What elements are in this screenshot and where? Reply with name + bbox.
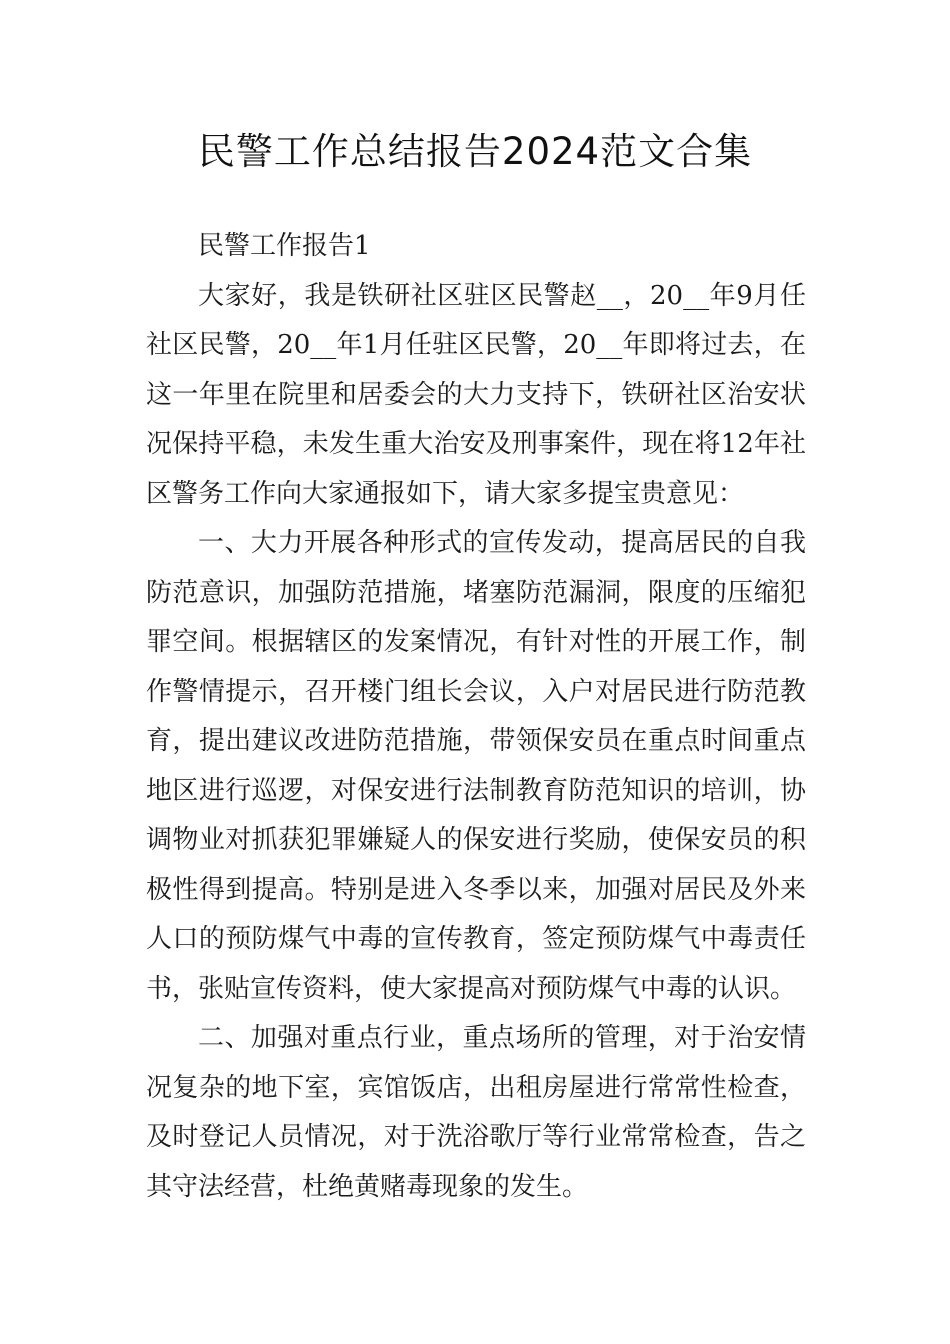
section-heading: 民警工作报告1 (198, 231, 371, 261)
document-title: 民警工作总结报告2024范文合集 (197, 130, 753, 173)
paragraph-item-1: 一、大力开展各种形式的宣传发动，提高居民的自我防范意识，加强防范措施，堵塞防范漏洞，限度的压缩犯罪空间。根据辖区的发案情况，有针对性的开展工作，制作警情提示，召开楼门组长会议，入户对居民进行防范教育，提出建议改进防范措施，带领保安员在重点时间重点地区进行巡逻，对保安进行法制教育防范知识的培训，协调物业对抓获犯罪嫌疑人的保安进行奖励，使保安员的积极性得到提高。特别是进入冬季以来，加强对居民及外来人口的预防煤气中毒的宣传教育，签定预防煤气中毒责任书，张贴宣传资料，使大家提高对预防煤气中毒的认识。 (146, 528, 806, 1004)
paragraph-intro: 大家好，我是铁研社区驻区民警赵__，20__年9月任社区民警，20__年1月任驻区民警，20__年即将过去，在这一年里在院里和居委会的大力支持下，铁研社区治安状况保持平稳，未发生重大治安及刑事案件，现在将12年社区警务工作向大家通报如下，请大家多提宝贵意见： (146, 280, 806, 509)
document-body (146, 222, 806, 1212)
paragraph-item-2: 二、加强对重点行业，重点场所的管理，对于治安情况复杂的地下室，宾馆饭店，出租房屋进行常常性检查，及时登记人员情况，对于洗浴歌厅等行业常常检查，告之其守法经营，杜绝黄赌毒现象的发生。 (146, 1023, 806, 1202)
